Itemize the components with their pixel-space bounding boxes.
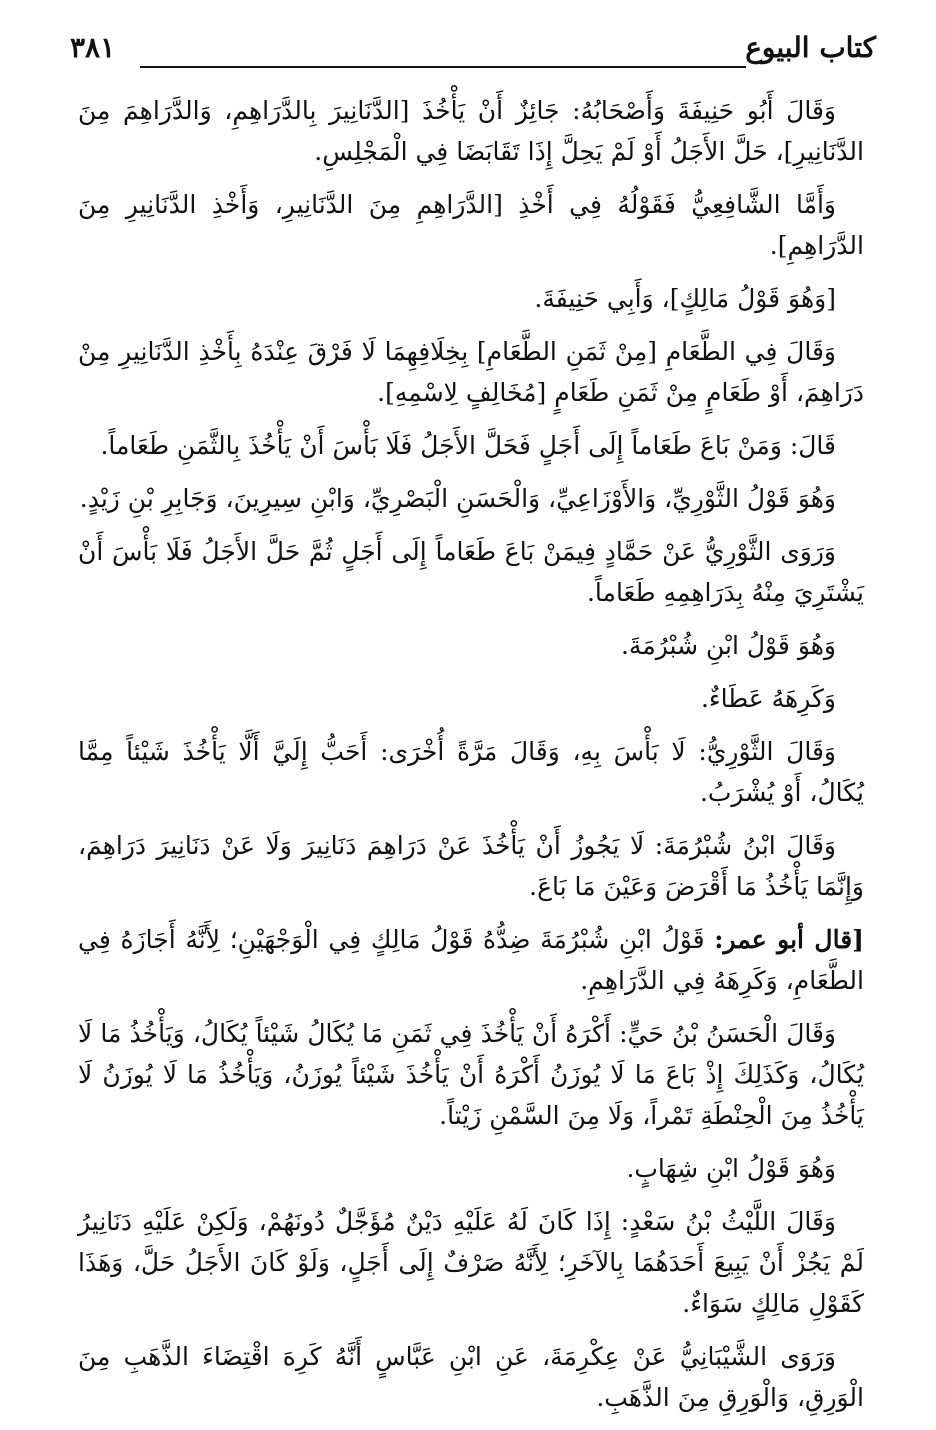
page-number: ٣٨١ [70, 31, 116, 64]
paragraph-5: قَالَ: وَمَنْ بَاعَ طَعَاماً إِلَى أَجَلٍ فَحَلَّ الأَجَلُ فَلَا بَأْسَ أَنْ يَأْخُذَ بِالثَّمَنِ طَعَاماً. [100, 431, 836, 460]
paragraph-7: وَرَوَى الثَّوْرِيُّ عَنْ حَمَّادٍ فِيمَنْ بَاعَ طَعَاماً إِلَى أَجَلٍ ثُمَّ حَلَّ الأَجَلُ فَلَا بَأْسَ أَنْ يَشْتَرِيَ مِنْهُ بِدَرَاهِمِهِ طَعَاماً. [78, 537, 864, 607]
paragraph-9: وَكَرِهَهُ عَطَاءٌ. [700, 684, 836, 713]
paragraph-15: وَقَالَ اللَّيْثُ بْنُ سَعْدٍ: إِذَا كَانَ لَهُ عَلَيْهِ دَيْنٌ مُؤَجَّلٌ دُونَهُمْ، وَلَكِنْ عَلَيْهِ دَنَانِيرُ لَمْ يَجُزْ أَنْ يَبِيعَ أَحَدَهُمَا بِالآخَرِ؛ لِأَنَّهُ صَرْفٌ إِلَى أَجَلٍ، وَلَوْ كَانَ الأَجَلُ حَلَّ، وَهَذَا كَقَوْلِ مَالِكٍ سَوَاءٌ. [78, 1207, 864, 1318]
book-title: كتاب البيوع [745, 31, 876, 64]
body-text [78, 90, 864, 1430]
paragraph-16: وَرَوَى الشَّيْبَانِيُّ عَنْ عِكْرِمَةَ، عَنِ ابْنِ عَبَّاسٍ أَنَّهُ كَرِهَ اقْتِضَاءَ الذَّهَبِ مِنَ الْوَرِقِ، وَالْوَرِقِ مِنَ الذَّهَبِ. [78, 1342, 864, 1412]
page-header [70, 28, 876, 74]
paragraph-13: وَقَالَ الْحَسَنُ بْنُ حَيٍّ: أَكْرَهُ أَنْ يَأْخُذَ فِي ثَمَنِ مَا يُكَالُ شَيْئاً يُكَالُ، وَيَأْخُذُ مَا لَا يُكَالُ، وَكَذَلِكَ إِذْ بَاعَ مَا لَا يُوزَنُ أَكْرَهُ أَنْ يَأْخُذَ شَيْئاً يُوزَنُ، وَيَأْخُذُ مَا لَا يُوزَنُ لَا يَأْخُذُ مِنَ الْحِنْطَةِ تَمْراً، وَلَا مِنَ السَّمْنِ زَيْتاً. [78, 1019, 864, 1130]
paragraph-8: وَهُوَ قَوْلُ ابْنِ شُبْرُمَةَ. [620, 631, 836, 660]
paragraph-3: [وَهُوَ قَوْلُ مَالِكٍ]، وَأَبِي حَنِيفَةَ. [534, 284, 836, 313]
paragraph-6: وَهُوَ قَوْلُ الثَّوْرِيِّ، وَالأَوْزَاعِيِّ، وَالْحَسَنِ الْبَصْرِيِّ، وَابْنِ سِيرِينَ، وَجَابِرِ بْنِ زَيْدٍ. [79, 484, 836, 513]
paragraph-12: [قال أبو عمر: قَوْلُ ابْنِ شُبْرُمَةَ ضِدُّهُ قَوْلُ مَالِكٍ فِي الْوَجْهَيْنِ؛ لِأَنَّهُ أَجَازَهُ فِي الطَّعَامِ، وَكَرِهَهُ فِي الدَّرَاهِمِ. [78, 925, 864, 995]
paragraph-14: وَهُوَ قَوْلُ ابْنِ شِهَابٍ. [626, 1154, 836, 1183]
paragraph-11: وَقَالَ ابْنُ شُبْرُمَةَ: لَا يَجُوزُ أَنْ يَأْخُذَ عَنْ دَرَاهِمَ دَنَانِيرَ وَلَا عَنْ دَنَانِيرَ دَرَاهِمَ، وَإِنَّمَا يَأْخُذُ مَا أَقْرَضَ وَعَيْنَ مَا بَاعَ. [78, 831, 864, 901]
paragraph-lead: [قال أبو عمر: [714, 925, 864, 954]
paragraph-1: وَقَالَ أَبُو حَنِيفَةَ وَأَصْحَابُهُ: جَائِزٌ أَنْ يَأْخُذَ [الدَّنَانِيرَ بِالدَّرَاهِمِ، وَالدَّرَاهِمَ مِنَ الدَّنَانِيرِ]، حَلَّ الأَجَلُ أَوْ لَمْ يَحِلَّ إِذَا تَقَابَضَا فِي الْمَجْلِسِ. [78, 96, 864, 166]
paragraph-4: وَقَالَ فِي الطَّعَامِ [مِنْ ثَمَنِ الطَّعَامِ] بِخِلَافِهِمَا لَا فَرْقَ عِنْدَهُ بِأَخْذِ الدَّنَانِيرِ مِنْ دَرَاهِمَ، أَوْ طَعَامٍ مِنْ ثَمَنِ طَعَامٍ [مُخَالِفٍ لِاسْمِهِ]. [78, 337, 864, 407]
paragraph-10: وَقَالَ الثَّوْرِيُّ: لَا بَأْسَ بِهِ، وَقَالَ مَرَّةً أُخْرَى: أَحَبُّ إِلَيَّ أَلَّا يَأْخُذَ شَيْئاً مِمَّا يُكَالُ، أَوْ يُشْرَبُ. [78, 737, 864, 807]
paragraph-2: وَأَمَّا الشَّافِعِيُّ فَقَوْلُهُ فِي أَخْذِ [الدَّرَاهِمِ مِنَ الدَّنَانِيرِ، وَأَخْذِ الدَّنَانِيرِ مِنَ الدَّرَاهِمِ]. [78, 190, 864, 260]
header-rule [140, 66, 746, 68]
